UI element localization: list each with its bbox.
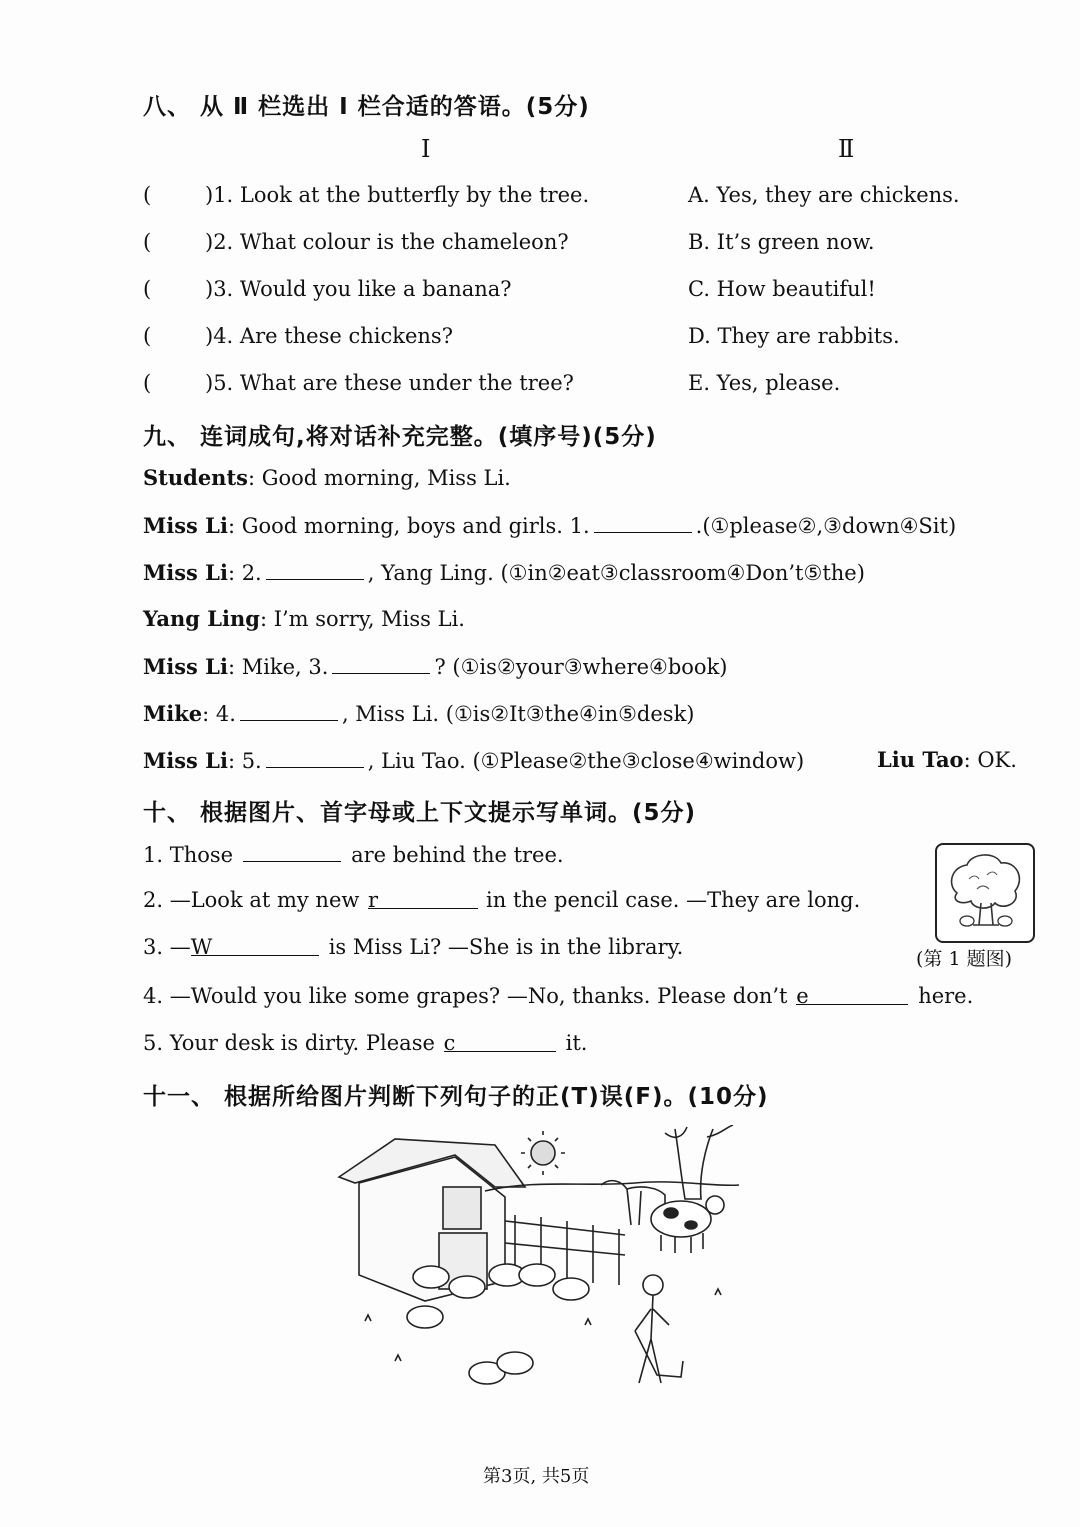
answer-blank[interactable] (368, 888, 478, 912)
farm-illustration (335, 1125, 740, 1407)
tree-trunk (675, 1129, 713, 1199)
dialogue-line (143, 559, 865, 585)
answer-blank[interactable] (243, 841, 341, 862)
dialogue-line (143, 465, 511, 490)
option-c: C. How beautiful! (688, 277, 876, 301)
question-text: 4. —Would you like some grapes? —No, thanks. Please don’t (143, 984, 788, 1008)
dialogue-text: : 5. (227, 749, 262, 773)
speaker: Liu Tao (877, 747, 964, 772)
dialogue-line (877, 747, 1017, 772)
question-4: )4. Are these chickens? (205, 324, 453, 348)
answer-blank[interactable] (796, 984, 908, 1008)
column-1-header: Ⅰ (421, 135, 431, 163)
page-number: 第3页, 共5页 (483, 1466, 590, 1487)
dialogue-text: : Good morning, Miss Li. (247, 466, 511, 490)
option-b: B. It’s green now. (688, 230, 875, 254)
dialogue-line (143, 747, 804, 773)
section-10-title: 十、 根据图片、首字母或上下文提示写单词。(5分) (143, 800, 697, 826)
answer-blank[interactable] (266, 559, 364, 580)
dialogue-text: : I’m sorry, Miss Li. (259, 607, 465, 631)
question-3: )3. Would you like a banana? (205, 277, 512, 301)
dialogue-line (143, 700, 695, 726)
column-2-header: Ⅱ (838, 135, 855, 163)
fill-question-3 (143, 935, 683, 959)
option-d: D. They are rabbits. (688, 324, 900, 348)
word-hint: .(①please②,③down④Sit) (695, 514, 957, 538)
question-text: 5. Your desk is dirty. Please (143, 1031, 435, 1055)
dialogue-line (143, 512, 956, 538)
question-text: are behind the tree. (351, 843, 564, 867)
word-hint: , Miss Li. (①is②It③the④in⑤desk) (341, 702, 695, 726)
speaker: Miss Li (143, 654, 228, 679)
fill-question-4 (143, 984, 973, 1008)
dialogue-text: : 2. (227, 561, 262, 585)
figure-caption: (第 1 题图) (916, 948, 1012, 970)
option-a: A. Yes, they are chickens. (688, 183, 960, 207)
dialogue-text: : Mike, 3. (227, 655, 329, 679)
answer-blank[interactable] (594, 512, 692, 533)
word-hint: , Yang Ling. (①in②eat③classroom④Don’t⑤the) (367, 561, 865, 585)
first-letter-hint: W (190, 935, 213, 959)
answer-blank[interactable] (443, 1031, 556, 1055)
answer-blank[interactable] (190, 935, 319, 959)
question-text: in the pencil case. —They are long. (486, 888, 861, 912)
speaker: Miss Li (143, 560, 228, 585)
tree-with-animals-icon (937, 845, 1033, 941)
answer-paren[interactable]: ( (143, 183, 152, 207)
question-text: 1. Those (143, 843, 234, 867)
speaker: Miss Li (143, 513, 228, 538)
section-11-title: 十一、 根据所给图片判断下列句子的正(T)误(F)。(10分) (143, 1084, 769, 1110)
question-text: 2. —Look at my new (143, 888, 360, 912)
speaker: Mike (143, 701, 203, 726)
answer-paren[interactable]: ( (143, 277, 152, 301)
word-hint: , Liu Tao. (①Please②the③close④window) (367, 749, 805, 773)
fill-question-5 (143, 1031, 587, 1055)
answer-blank[interactable] (266, 747, 364, 768)
speaker: Yang Ling (143, 606, 260, 631)
dialogue-line (143, 653, 728, 679)
question-text: is Miss Li? —She is in the library. (328, 935, 684, 959)
boy (643, 1275, 663, 1295)
question-2: )2. What colour is the chameleon? (205, 230, 569, 254)
first-letter-hint: c (443, 1031, 456, 1055)
question-text: 3. — (143, 935, 191, 959)
first-letter-hint: e (796, 984, 809, 1008)
speaker: Students (143, 465, 248, 490)
cow (651, 1201, 711, 1237)
fill-question-1 (143, 841, 564, 867)
section-8-title: 八、 从 Ⅱ 栏选出 Ⅰ 栏合适的答语。(5分) (143, 94, 590, 120)
dialogue-line (143, 606, 465, 631)
tree-picture (935, 843, 1035, 943)
answer-paren[interactable]: ( (143, 230, 152, 254)
pigs (407, 1264, 589, 1384)
farm-scene-icon (335, 1125, 740, 1407)
answer-blank[interactable] (332, 653, 430, 674)
speaker: Miss Li (143, 748, 228, 773)
fill-question-2 (143, 888, 860, 912)
question-5: )5. What are these under the tree? (205, 371, 574, 395)
word-hint: ? (①is②your③where④book) (434, 655, 728, 679)
first-letter-hint: r (368, 888, 379, 912)
answer-paren[interactable]: ( (143, 324, 152, 348)
option-e: E. Yes, please. (688, 371, 841, 395)
dialogue-text: : OK. (963, 748, 1017, 772)
answer-blank[interactable] (240, 700, 338, 721)
dialogue-text: : 4. (202, 702, 236, 726)
question-1: )1. Look at the butterfly by the tree. (205, 183, 590, 207)
section-9-title: 九、 连词成句,将对话补充完整。(填序号)(5分) (143, 424, 657, 450)
question-text: here. (918, 984, 974, 1008)
question-text: it. (565, 1031, 588, 1055)
answer-paren[interactable]: ( (143, 371, 152, 395)
dialogue-text: : Good morning, boys and girls. 1. (227, 514, 590, 538)
